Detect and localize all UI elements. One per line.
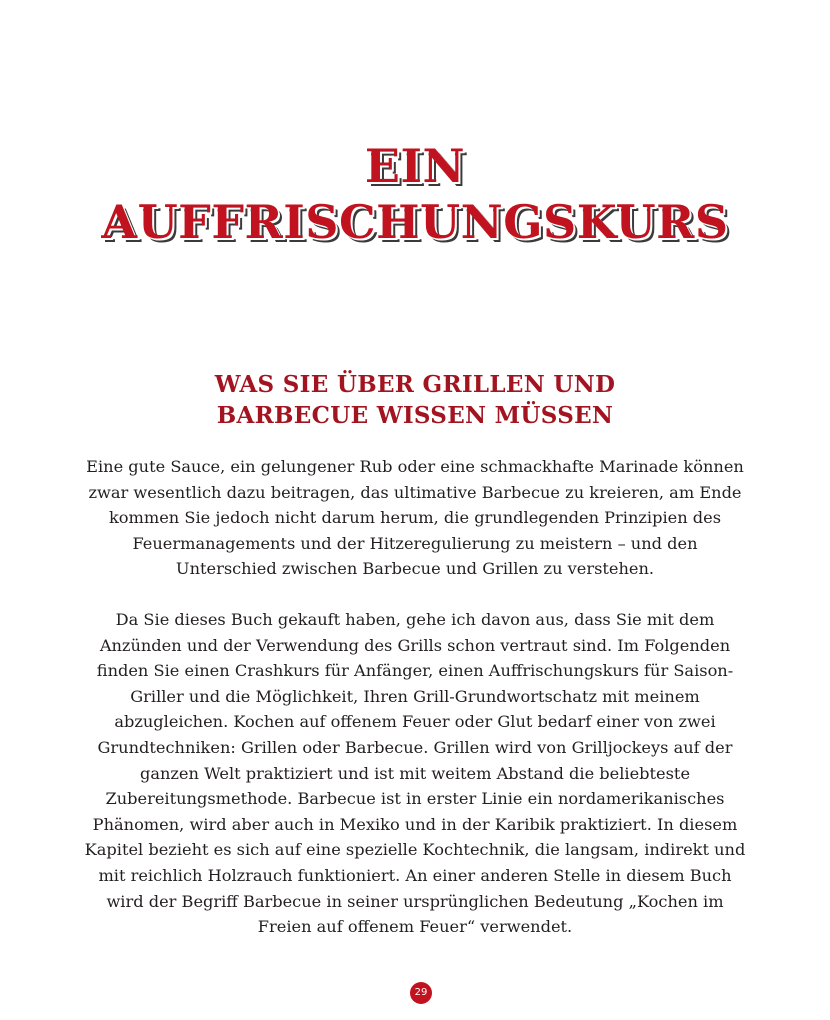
chapter-title-line-1: EIN (364, 139, 466, 193)
paragraph-line: Phänomen, wird aber auch in Mexiko und in der Karibik praktiziert. In diesem (92, 814, 738, 834)
paragraph-line: Freien auf offenem Feuer“ verwendet. (257, 917, 573, 937)
paragraph-line: wird der Begriff Barbecue in seiner ursprünglichen Bedeutung „Kochen im (106, 891, 724, 911)
paragraph-line: mit reichlich Holzrauch funktioniert. An einer anderen Stelle in diesem Buch (98, 865, 732, 885)
paragraph-line: Kapitel bezieht es sich auf eine spezielle Kochtechnik, die langsam, indirekt und (84, 840, 746, 860)
section-heading (0, 369, 830, 431)
paragraph-line: Unterschied zwischen Barbecue und Grillen zu verstehen. (175, 559, 655, 579)
paragraph-intro (50, 454, 780, 582)
paragraph-main (50, 607, 780, 940)
paragraph-line: Feuermanagements und der Hitzeregulierung zu meistern – und den (132, 533, 698, 553)
paragraph-line: finden Sie einen Crashkurs für Anfänger, einen Auffrischungskurs für Saison- (96, 661, 734, 681)
paragraph-line: Anzünden und der Verwendung des Grills schon vertraut sind. Im Folgenden (99, 635, 731, 655)
chapter-title (0, 138, 830, 250)
section-heading-line-1: WAS SIE ÜBER GRILLEN UND (214, 371, 616, 398)
paragraph-line: abzugleichen. Kochen auf offenem Feuer oder Glut bedarf einer von zwei (114, 712, 716, 732)
chapter-title-line-2: AUFFRISCHUNGSKURS (101, 195, 729, 249)
paragraph-line: Da Sie dieses Buch gekauft haben, gehe ich davon aus, dass Sie mit dem (115, 610, 715, 629)
paragraph-line: Grundtechniken: Grillen oder Barbecue. Grillen wird von Grilljockeys auf der (97, 737, 733, 757)
paragraph-line: Eine gute Sauce, ein gelungener Rub oder eine schmackhafte Marinade können (86, 457, 744, 476)
paragraph-line: ganzen Welt praktiziert und ist mit weitem Abstand die beliebteste (139, 763, 691, 783)
section-heading-line-2: BARBECUE WISSEN MÜSSEN (216, 402, 614, 429)
page-number-badge: 29 (410, 982, 432, 1004)
paragraph-line: Zubereitungsmethode. Barbecue ist in erster Linie ein nordamerikanisches (105, 789, 725, 809)
paragraph-line: kommen Sie jedoch nicht darum herum, die grundlegenden Prinzipien des (108, 508, 722, 528)
paragraph-line: Griller und die Möglichkeit, Ihren Grill-Grundwortschatz mit meinem (130, 686, 700, 706)
paragraph-line: zwar wesentlich dazu beitragen, das ultimative Barbecue zu kreieren, am Ende (88, 482, 742, 502)
